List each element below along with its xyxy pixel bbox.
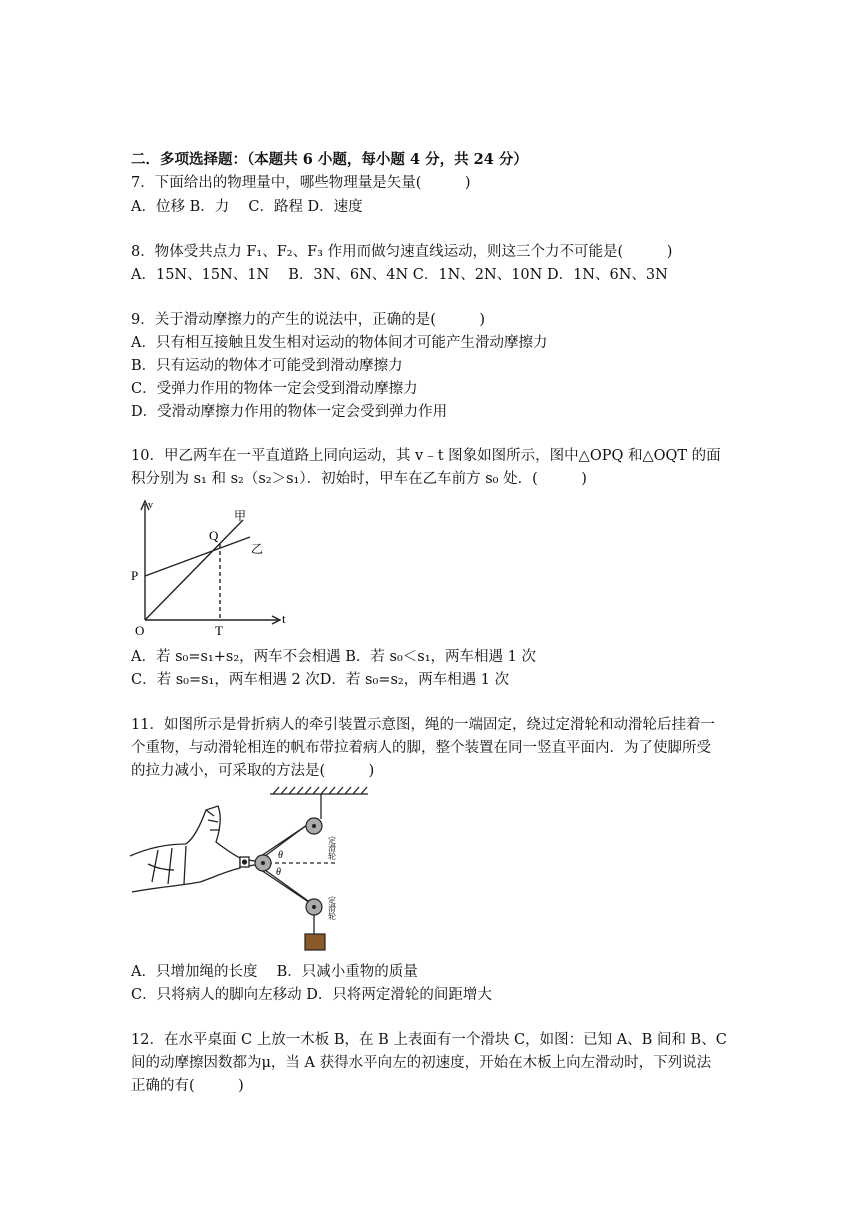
q8-stem: 8．物体受共点力 F₁、F₂、F₃ 作用而做匀速直线运动，则这三个力不可能是( ): [131, 244, 673, 260]
q9-option-c: C．受弹力作用的物体一定会受到滑动摩擦力: [131, 381, 418, 397]
q7-stem: 7．下面给出的物理量中，哪些物理量是矢量( ): [131, 175, 471, 191]
label-fixed-pulley-top: 定滑轮: [327, 836, 337, 860]
label-theta-bottom: θ: [276, 867, 281, 878]
label-q: Q: [209, 528, 219, 543]
label-yi: 乙: [251, 542, 264, 556]
q9-option-a: A．只有相互接触且发生相对运动的物体间才可能产生滑动摩擦力: [131, 335, 548, 351]
q12-stem-line1: 12．在水平桌面 C 上放一木板 B，在 B 上表面有一个滑块 C，如图：已知 A、B 间和 B、C: [131, 1032, 727, 1048]
q10-stem-line2: 积分别为 s₁ 和 s₂（s₂＞s₁）．初始时，甲车在乙车前方 s₀ 处．( ): [131, 471, 587, 487]
label-p: P: [131, 568, 139, 583]
line-yi: [145, 537, 250, 576]
label-o: O: [135, 623, 145, 638]
q8-options: A．15N、15N、1N B．3N、6N、4N C．1N、2N、10N D．1N、6N、3N: [131, 267, 668, 283]
q12-stem-line3: 正确的有( ): [131, 1078, 244, 1094]
label-jia: 甲: [234, 509, 247, 523]
q11-stem-line3: 的拉力减小，可采取的方法是( ): [131, 763, 375, 779]
vt-graph-figure: [128, 492, 298, 640]
patient-foot: [130, 806, 249, 892]
q10-options-ab: A．若 s₀=s₁+s₂，两车不会相遇 B．若 s₀＜s₁，两车相遇 1 次: [131, 649, 536, 665]
q11-options-cd: C．只将病人的脚向左移动 D．只将两定滑轮的间距增大: [131, 987, 492, 1003]
q10-options-cd: C．若 s₀=s₁，两车相遇 2 次D．若 s₀=s₂，两车相遇 1 次: [131, 672, 510, 688]
weight-block: [305, 934, 325, 950]
q12-stem-line2: 间的动摩擦因数都为μ，当 A 获得水平向左的初速度，开始在木板上向左滑动时，下列说法: [131, 1055, 712, 1071]
label-t-point: T: [215, 623, 223, 638]
section-heading: 二．多项选择题：（本题共 6 小题，每小题 4 分，共 24 分）: [131, 151, 528, 168]
top-fixed-pulley: [306, 818, 322, 834]
q9-option-b: B．只有运动的物体才可能受到滑动摩擦力: [131, 358, 403, 374]
label-fixed-pulley-bottom: 定滑轮: [327, 896, 337, 920]
label-t: t: [282, 611, 286, 626]
q7-options: A．位移 B．力 C．路程 D．速度: [131, 199, 363, 215]
q11-stem-line1: 11．如图所示是骨折病人的牵引装置示意图，绳的一端固定，绕过定滑轮和动滑轮后挂着一: [131, 717, 715, 733]
q9-stem: 9．关于滑动摩擦力的产生的说法中，正确的是( ): [131, 312, 486, 328]
q11-stem-line2: 个重物，与动滑轮相连的帆布带拉着病人的脚，整个装置在同一竖直平面内．为了使脚所受: [131, 740, 711, 756]
rope-bottom-segment: [265, 870, 311, 903]
q9-option-d: D．受滑动摩擦力作用的物体一定会受到弹力作用: [131, 404, 448, 420]
label-theta-top: θ: [278, 850, 283, 861]
label-v: v: [148, 500, 153, 511]
traction-pulley-figure: [128, 786, 378, 956]
bottom-fixed-pulley: [306, 899, 322, 915]
ceiling-hatch: [273, 787, 367, 794]
q10-stem-line1: 10．甲乙两车在一平直道路上同向运动，其 v﹣t 图象如图所示，图中△OPQ 和△OQT 的面: [131, 448, 721, 464]
q11-options-ab: A．只增加绳的长度 B．只减小重物的质量: [131, 964, 418, 980]
moving-pulley: [255, 855, 271, 871]
